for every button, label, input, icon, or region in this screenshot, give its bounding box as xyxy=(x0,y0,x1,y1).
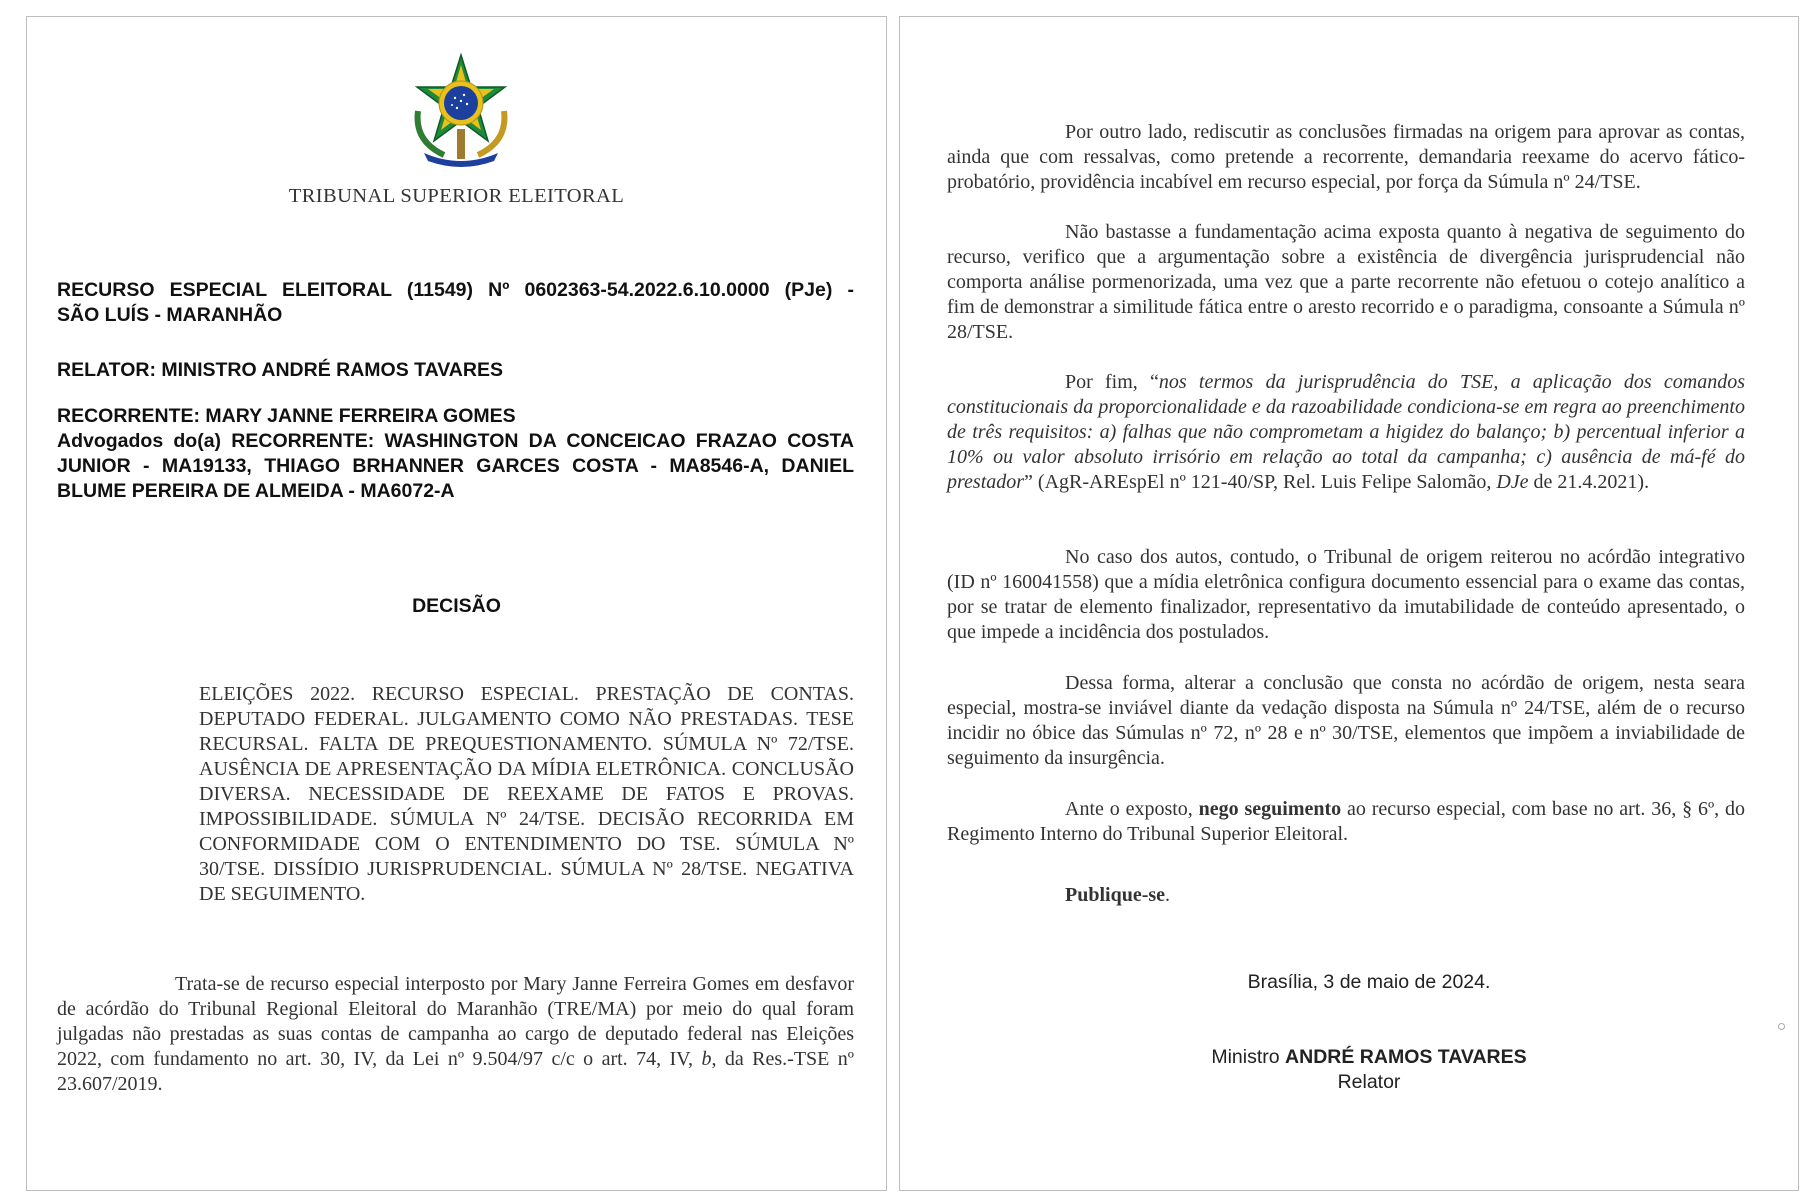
quote-citation: ” (AgR-AREspEl nº 121-40/SP, Rel. Luis Felipe Salomão, xyxy=(1024,471,1497,493)
paragraph-conclusion: Dessa forma, alterar a conclusão que consta no acórdão de origem, nesta seara especial, mostra-se inviável diante da vedação disposta na Súmula nº 24/TSE, além de o recurso incidir no óbice das Súmulas nº 72, nº 28 e nº 30/TSE, elementos que impõem a inviabilidade de seguimento da insurgência. xyxy=(947,672,1745,769)
case-location: SÃO LUÍS - MARANHÃO xyxy=(57,304,283,326)
signoff-date: Brasília, 3 de maio de 2024. xyxy=(1247,971,1491,993)
quote-dje: DJe xyxy=(1496,471,1529,493)
ruling-rest: ao recurso especial, com base no art. 36, § 6º, do Regimento Interno do Tribunal Superior Eleitoral. xyxy=(947,798,1745,845)
brazil-coat-of-arms-icon xyxy=(404,51,518,171)
relator-title: Relator xyxy=(1337,1071,1401,1093)
right-document-page xyxy=(899,16,1799,1191)
intro-paragraph xyxy=(57,972,854,1097)
paragraph-jurisprudence xyxy=(947,370,1745,495)
intro-text-end: , da Res.-TSE nº 23.607/2019. xyxy=(57,1048,854,1095)
paragraph-publish xyxy=(947,883,1745,908)
paragraph-ruling xyxy=(947,797,1745,847)
paragraph-divergence: Não bastasse a fundamentação acima exposta quanto à negativa de seguimento do recurso, verifico que a argumentação sobre a existência de divergência jurisprudencial não comporta análise pormenorizada, uma vez que a parte recorrente não efetuou o cotejo analítico a fim de demonstrar a similitude fática entre o aresto recorrido e o paradigma, consoante a Súmula nº 28/TSE. xyxy=(947,221,1745,343)
case-header xyxy=(57,278,854,328)
ruling-bold: nego seguimento xyxy=(1198,798,1342,820)
paragraph-case-facts: No caso dos autos, contudo, o Tribunal de origem reiterou no acórdão integrativo (ID nº 160041558) que a mídia eletrônica configura documento essencial para o exame das contas, por se tratar de elemento finalizador, representativo da imutabilidade de conteúdo apresentado, o que impede a incidência dos postulados. xyxy=(947,546,1745,643)
lawyers-list: Advogados do(a) RECORRENTE: WASHINGTON DA CONCEICAO FRAZAO COSTA JUNIOR - MA19133, THIAGO BRHANNER GARCES COSTA - MA8546-A, DANIEL BLUME PEREIRA DE ALMEIDA - MA6072-A xyxy=(57,430,854,502)
intro-text: Trata-se de recurso especial interposto por Mary Janne Ferreira Gomes em desfavor de acórdão do Tribunal Regional Eleitoral do Maranhão (TRE/MA) por meio do qual foram julgadas não prestadas as suas contas de campanha ao cargo de deputado federal nas Eleições 2022, com fundamento no art. 30, IV, da Lei nº 9.504/97 c/c o art. 74, IV, xyxy=(57,973,854,1070)
publish-bold: Publique-se xyxy=(1065,884,1166,906)
publish-end: . xyxy=(1165,884,1171,906)
appellant-block xyxy=(57,404,854,504)
minister-signature xyxy=(940,1046,1798,1069)
minister-prefix: Ministro xyxy=(1211,1046,1286,1068)
left-document-page xyxy=(26,16,887,1191)
ementa-summary: ELEIÇÕES 2022. RECURSO ESPECIAL. PRESTAÇÃO DE CONTAS. DEPUTADO FEDERAL. JULGAMENTO COMO NÃO PRESTADAS. TESE RECURSAL. FALTA DE PREQUESTIONAMENTO. SÚMULA Nº 72/TSE. AUSÊNCIA DE APRESENTAÇÃO DA MÍDIA ELETRÔNICA. CONCLUSÃO DIVERSA. NECESSIDADE DE REEXAME DE FATOS E PROVAS. IMPOSSIBILIDADE. SÚMULA Nº 24/TSE. DECISÃO RECORRIDA EM CONFORMIDADE COM O ENTENDIMENTO DO TSE. SÚMULA Nº 30/TSE. DISSÍDIO JURISPRUDENCIAL. SÚMULA Nº 28/TSE. NEGATIVA DE SEGUIMENTO. xyxy=(199,683,854,905)
appellant-name: RECORRENTE: MARY JANNE FERREIRA GOMES xyxy=(57,405,516,427)
case-number: RECURSO ESPECIAL ELEITORAL (11549) Nº 0602363-54.2022.6.10.0000 (PJe) - xyxy=(57,279,854,301)
section-title: DECISÃO xyxy=(412,595,501,617)
paragraph-reexamination: Por outro lado, rediscutir as conclusões firmadas na origem para aprovar as contas, ainda que com ressalvas, como pretende a recorrente, demandaria reexame do acervo fático-probatório, providência incabível em recurso especial, por força da Súmula nº 24/TSE. xyxy=(947,121,1745,193)
court-name: TRIBUNAL SUPERIOR ELEITORAL xyxy=(288,185,625,207)
page-mark xyxy=(1778,1023,1785,1030)
minister-name: ANDRÉ RAMOS TAVARES xyxy=(1285,1046,1527,1068)
quote-text: nos termos da jurisprudência do TSE, a aplicação dos comandos constitucionais da proporcionalidade e da razoabilidade condiciona-se em regra ao preenchimento de três requisitos: a) falhas que não comprometam a higidez do balanço; b) percentual inferior a 10% ou valor absoluto irrisório em relação ao total da campanha; c) ausência de má-fé do prestador xyxy=(947,371,1746,493)
ruling-lead: Ante o exposto, xyxy=(1065,798,1199,820)
rapporteur-line: RELATOR: MINISTRO ANDRÉ RAMOS TAVARES xyxy=(57,359,503,381)
intro-italic: b xyxy=(701,1048,712,1070)
quote-lead: Por fim, “ xyxy=(1065,371,1159,393)
quote-end: de 21.4.2021). xyxy=(1528,471,1650,493)
